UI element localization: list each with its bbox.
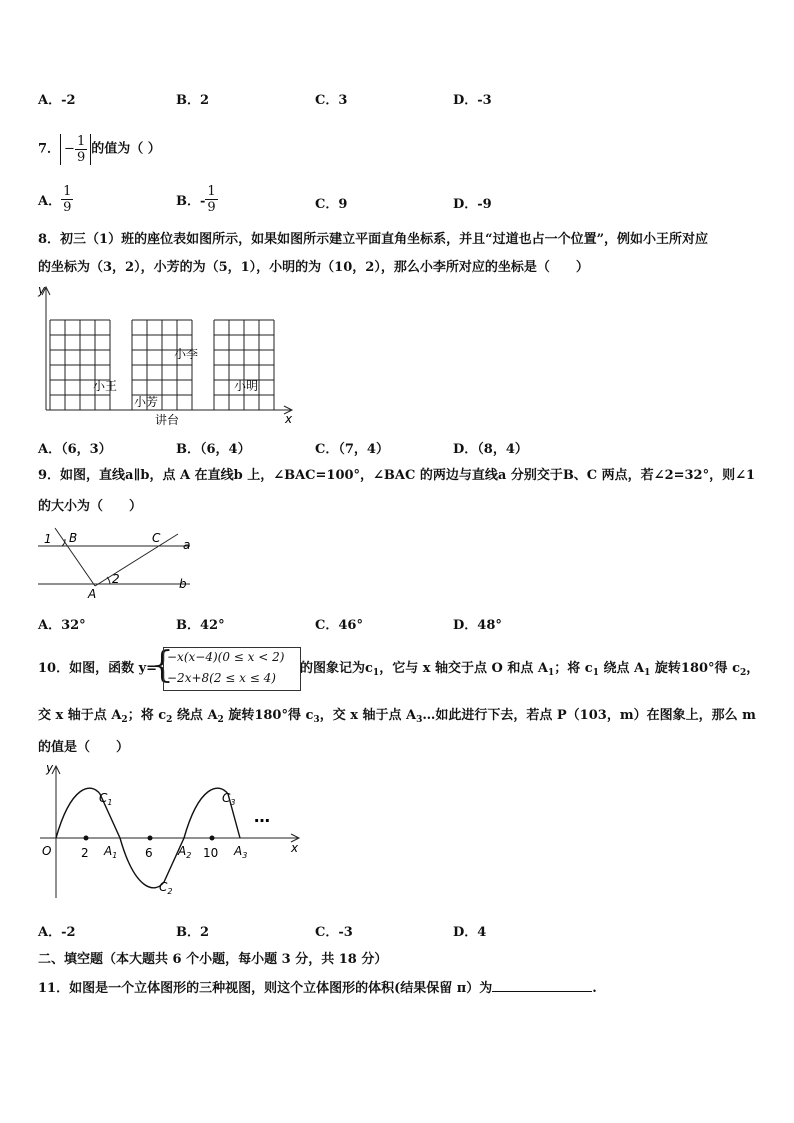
q10-label-c2 [159,880,172,896]
q7-option-b-fraction [205,184,217,215]
q6-option-d: D．-3 [453,93,492,108]
q7-option-b-num: 1 [207,184,216,199]
q10-label-a1 [103,844,117,860]
q8-option-a: A．（6，3） [38,442,112,457]
q10-option-d: D．4 [453,925,487,940]
q10-label-a2-sub: 2 [186,851,192,860]
q7-fraction [75,134,87,165]
q8-seating-figure [36,284,298,428]
q7-option-d: D．-9 [453,197,492,212]
q10-label-a2-letter: A [178,844,187,858]
q10-l1-e: 旋转180°得 c [650,661,740,676]
q8-label-xiaoli: 小李 [174,347,199,361]
q7-option-b-label: B．- [176,194,206,209]
q10-label-c3-sub: 3 [230,798,236,807]
q10-l2-b: ；将 c [127,708,167,723]
q8-label-xiaofang: 小芳 [134,395,159,409]
q10-label-c2-sub: 2 [167,887,173,896]
q6-option-c: C．3 [315,93,348,108]
q10-label-a3-letter: A [234,844,243,858]
q10-l2-d: 旋转180°得 c [223,708,314,723]
q10-l1-sub-b: 1 [547,668,555,678]
q10-y-label: y [46,762,54,775]
q11-answer-blank [492,979,592,992]
q10-prefix: 10．如图，函数 y= [38,661,158,676]
q10-function-graph [36,762,304,902]
q7-fraction-num: 1 [76,134,86,149]
q10-label-c1-sub: 1 [107,798,113,807]
q9-label-a: a [183,538,191,552]
q10-label-a3 [233,844,247,860]
section-2-title: 二、填空题（本大题共 6 个小题，每小题 3 分，共 18 分） [38,952,388,967]
q10-label-c3-letter: C [222,791,231,805]
q10-label-a1-sub: 1 [112,851,118,860]
q10-option-b: B．2 [176,925,210,940]
q10-piece-2: −2x+8(2 ≤ x ≤ 4) [167,671,276,685]
q10-option-c: C．-3 [315,925,353,940]
q10-tick-10: 10 [203,846,219,860]
q9-option-a: A．32° [38,618,86,633]
q10-ellipsis: … [254,807,270,826]
q7-fraction-den: 9 [76,150,86,165]
q10-l1-sub-a: 1 [372,668,380,678]
q10-line-2 [38,708,756,726]
q10-l1-sub-d: 1 [644,668,651,678]
q9-label-b-line: b [179,577,187,591]
q10-option-a: A．-2 [38,925,76,940]
q10-label-a1-letter: A [104,844,113,858]
q8-line-1: 8．初三（1）班的座位表如图所示，如果如图所示建立平面直角坐标系，并且“过道也占一个位置”，例如小王所对应 [38,232,709,247]
q10-label-c2-letter: C [159,880,168,894]
q9-line-2: 的大小为（ ） [38,499,143,514]
q8-y-label: y [38,284,46,297]
q8-line-2: 的坐标为（3，2），小芳的为（5，1），小明的为（10，2），那么小李所对应的坐标是（ ） [38,260,589,275]
q10-l2-f: …如此进行下去，若点 P（103，m）在图象上，那么 m [422,708,756,723]
q7-option-c: C．9 [315,197,348,212]
q7-option-a-num: 1 [63,184,72,199]
q9-option-d: D．48° [453,618,502,633]
q10-l1-f: ， [746,661,760,676]
q10-tick-2: 2 [81,846,89,860]
q7-number: 7． [38,141,61,157]
q10-l2-e: ，交 x 轴于点 A [319,708,417,723]
q10-label-c1-letter: C [99,791,108,805]
q10-l2-sub-e: 3 [416,715,423,725]
q7-stem [38,134,161,165]
q10-label-c1 [99,791,112,807]
q11-period: . [592,981,597,996]
q10-l1-c: ；将 c [554,661,593,676]
q10-line-3: 的值是（ ） [38,740,130,755]
q8-option-d: D．（8，4） [453,442,528,457]
q9-option-b: B．42° [176,618,225,633]
q8-label-podium: 讲台 [155,413,180,427]
q7-option-a-label: A． [38,194,62,209]
q10-l1-b: ，它与 x 轴交于点 O 和点 A [379,661,548,676]
q10-l2-sub-d: 3 [313,715,320,725]
q10-l1-d: 绕点 A [598,661,645,676]
q10-point-10 [210,836,215,841]
q8-label-xiaowang: 小王 [93,379,118,393]
q10-l2-sub-b: 2 [166,715,173,725]
q9-label-b: B [69,531,78,545]
q7-minus: − [64,141,75,157]
q7-option-a-fraction [61,184,73,215]
q8-option-b: B．（6，4） [176,442,251,457]
q10-origin-label: O [42,844,52,858]
q8-option-c: C．（7，4） [315,442,389,457]
q10-brace: { [151,645,174,686]
q7-suffix: 的值为（ ） [91,141,161,157]
q10-x-label: x [291,841,299,855]
q9-parallel-lines-figure [34,525,198,601]
q10-l2-sub-c: 2 [217,715,224,725]
q10-piece-1: −x(x−4)(0 ≤ x < 2) [167,650,285,664]
q11-text: 11．如图是一个立体图形的三种视图，则这个立体图形的体积(结果保留 π）为 [38,981,493,996]
q10-l1-a: 的图象记为c [300,661,373,676]
q7-option-a-den: 9 [63,200,72,215]
q11-stem [38,979,597,997]
q10-l1-sub-c: 1 [592,668,599,678]
q9-label-2: 2 [112,572,120,586]
q8-seat-grid-right [214,320,274,410]
q7-option-a [38,184,73,215]
q7-option-b [176,184,218,215]
q9-line-1: 9．如图，直线a∥b，点 A 在直线b 上，∠BAC=100°，∠BAC 的两边与直线a 分别交于B、C 两点，若∠2=32°，则∠1 [38,468,756,483]
q7-option-b-den: 9 [207,200,216,215]
q8-label-xiaoming: 小明 [234,379,259,393]
q7-absolute-value [60,134,91,165]
q9-label-1: 1 [44,532,52,546]
q9-label-c: C [152,531,161,545]
q10-l1-sub-e: 2 [739,668,747,678]
q9-label-point-a: A [88,587,97,601]
q8-seat-grid-left [50,320,110,410]
q10-label-a2 [177,844,191,860]
q6-option-b: B．2 [176,93,210,108]
q10-label-a3-sub: 3 [242,851,248,860]
q10-l2-a: 交 x 轴于点 A [38,708,122,723]
q10-label-c3 [222,791,235,807]
q8-x-label: x [285,412,293,426]
q10-line-1-rest [300,661,759,679]
q10-tick-6: 6 [145,846,153,860]
q10-point-6 [148,836,153,841]
q6-option-a: A．-2 [38,93,76,108]
q10-l2-c: 绕点 A [172,708,218,723]
q9-option-c: C．46° [315,618,363,633]
q10-point-2 [84,836,89,841]
q10-l2-sub-a: 2 [121,715,128,725]
